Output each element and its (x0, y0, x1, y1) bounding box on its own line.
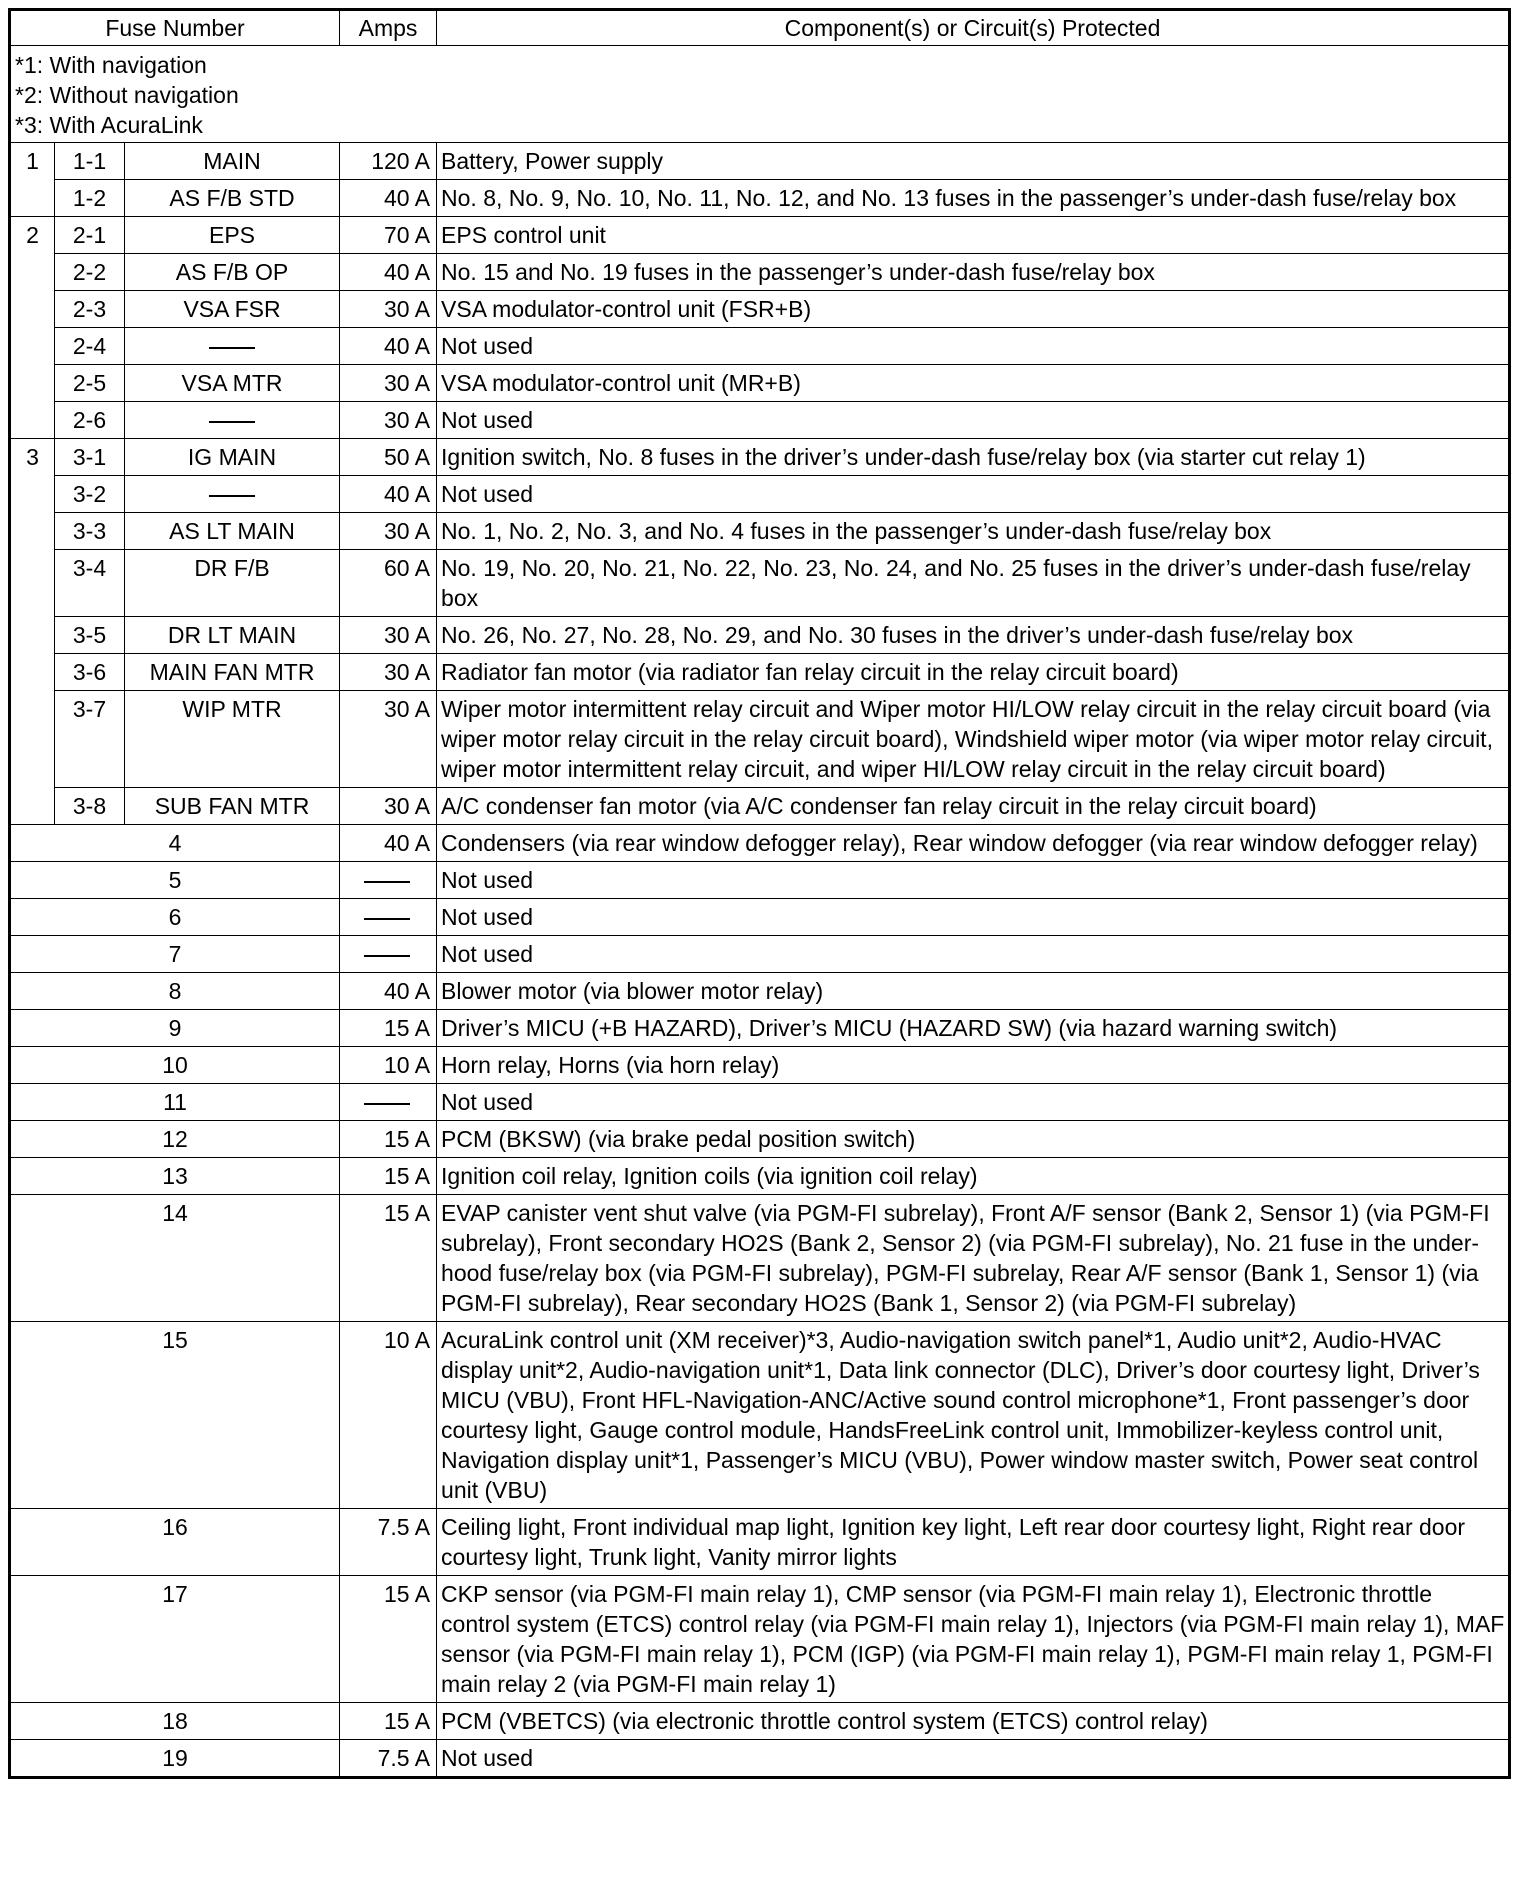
fuse-number: 12 (10, 1121, 340, 1158)
fuse-sub-number: 2-1 (55, 217, 125, 254)
table-row (10, 365, 1510, 402)
fuse-number: 9 (10, 1010, 340, 1047)
fuse-description: Battery, Power supply (437, 143, 1510, 180)
fuse-amps: 40 A (340, 476, 437, 513)
fuse-name: VSA MTR (125, 365, 340, 402)
fuse-name: EPS (125, 217, 340, 254)
table-row (10, 217, 1510, 254)
table-row (10, 1740, 1510, 1778)
fuse-name: AS F/B OP (125, 254, 340, 291)
fuse-amps: 10 A (340, 1322, 437, 1509)
fuse-number: 8 (10, 973, 340, 1010)
table-row (10, 1322, 1510, 1509)
fuse-number: 15 (10, 1322, 340, 1509)
header-component: Component(s) or Circuit(s) Protected (437, 10, 1510, 46)
fuse-description: Not used (437, 402, 1510, 439)
fuse-amps: 15 A (340, 1121, 437, 1158)
table-row (10, 1195, 1510, 1322)
fuse-number: 11 (10, 1084, 340, 1121)
table-row (10, 825, 1510, 862)
fuse-description: No. 1, No. 2, No. 3, and No. 4 fuses in the passenger’s under-dash fuse/relay box (437, 513, 1510, 550)
fuse-name: MAIN (125, 143, 340, 180)
fuse-description: EPS control unit (437, 217, 1510, 254)
fuse-amps: 15 A (340, 1576, 437, 1703)
fuse-description: Not used (437, 936, 1510, 973)
fuse-number: 7 (10, 936, 340, 973)
table-row (10, 513, 1510, 550)
fuse-amps: 120 A (340, 143, 437, 180)
fuse-number: 6 (10, 899, 340, 936)
fuse-sub-number: 2-6 (55, 402, 125, 439)
fuse-amps: 30 A (340, 788, 437, 825)
fuse-name: WIP MTR (125, 691, 340, 788)
table-row (10, 862, 1510, 899)
fuse-amps: 10 A (340, 1047, 437, 1084)
fuse-amps: 30 A (340, 291, 437, 328)
fuse-group-number: 1 (10, 143, 55, 217)
fuse-sub-number: 1-1 (55, 143, 125, 180)
table-row (10, 788, 1510, 825)
fuse-amps: 60 A (340, 550, 437, 617)
table-row (10, 143, 1510, 180)
fuse-amps: 40 A (340, 328, 437, 365)
fuse-sub-number: 3-8 (55, 788, 125, 825)
table-row (10, 1509, 1510, 1576)
fuse-description: Condensers (via rear window defogger relay), Rear window defogger (via rear window defogger relay) (437, 825, 1510, 862)
fuse-amps (340, 1084, 437, 1121)
fuse-name: IG MAIN (125, 439, 340, 476)
fuse-name: AS F/B STD (125, 180, 340, 217)
fuse-amps: 30 A (340, 691, 437, 788)
table-row (10, 291, 1510, 328)
fuse-description: EVAP canister vent shut valve (via PGM-FI subrelay), Front A/F sensor (Bank 2, Sensor 1) (via PGM-FI subrelay), Front secondary HO2S (Bank 2, Sensor 2) (via PGM-FI subrelay), No. 21 fuse in the under-hood fuse/relay box (via PGM-FI subrelay), PGM-FI subrelay, Rear A/F sensor (Bank 1, Sensor 1) (via PGM-FI subrelay), Rear secondary HO2S (Bank 1, Sensor 2) (via PGM-FI subrelay) (437, 1195, 1510, 1322)
header-fuse-number: Fuse Number (10, 10, 340, 46)
table-row (10, 973, 1510, 1010)
fuse-description: Horn relay, Horns (via horn relay) (437, 1047, 1510, 1084)
fuse-amps (340, 899, 437, 936)
fuse-name: DR LT MAIN (125, 617, 340, 654)
fuse-amps: 7.5 A (340, 1740, 437, 1778)
table-row (10, 1703, 1510, 1740)
table-row (10, 936, 1510, 973)
fuse-amps: 40 A (340, 180, 437, 217)
fuse-description: VSA modulator-control unit (FSR+B) (437, 291, 1510, 328)
notes-row (10, 46, 1510, 143)
fuse-description: Not used (437, 1740, 1510, 1778)
fuse-sub-number: 3-1 (55, 439, 125, 476)
fuse-sub-number: 3-4 (55, 550, 125, 617)
fuse-group-number: 3 (10, 439, 55, 825)
fuse-name (125, 328, 340, 365)
fuse-name: DR F/B (125, 550, 340, 617)
table-row (10, 550, 1510, 617)
fuse-description: No. 8, No. 9, No. 10, No. 11, No. 12, and No. 13 fuses in the passenger’s under-dash fuse/relay box (437, 180, 1510, 217)
fuse-description: Driver’s MICU (+B HAZARD), Driver’s MICU (HAZARD SW) (via hazard warning switch) (437, 1010, 1510, 1047)
fuse-sub-number: 3-7 (55, 691, 125, 788)
fuse-amps (340, 862, 437, 899)
fuse-sub-number: 3-2 (55, 476, 125, 513)
table-row (10, 1158, 1510, 1195)
fuse-description: Not used (437, 328, 1510, 365)
fuse-description: Blower motor (via blower motor relay) (437, 973, 1510, 1010)
fuse-sub-number: 2-4 (55, 328, 125, 365)
fuse-amps: 70 A (340, 217, 437, 254)
fuse-description: AcuraLink control unit (XM receiver)*3, Audio-navigation switch panel*1, Audio unit*2, Audio-HVAC display unit*2, Audio-navigation unit*1, Data link connector (DLC), Driver’s door courtesy light, Driver’s MICU (VBU), Front HFL-Navigation-ANC/Active sound control microphone*1, Front passenger’s door courtesy light, Gauge control module, HandsFreeLink control unit, Immobilizer-keyless control unit, Navigation display unit*1, Passenger’s MICU (VBU), Power window master switch, Power seat control unit (VBU) (437, 1322, 1510, 1509)
fuse-sub-number: 1-2 (55, 180, 125, 217)
fuse-number: 14 (10, 1195, 340, 1322)
fuse-description: PCM (VBETCS) (via electronic throttle control system (ETCS) control relay) (437, 1703, 1510, 1740)
notes-cell (10, 46, 1510, 143)
fuse-amps: 30 A (340, 617, 437, 654)
fuse-group-number: 2 (10, 217, 55, 439)
table-row (10, 1121, 1510, 1158)
fuse-amps: 40 A (340, 825, 437, 862)
fuse-description: A/C condenser fan motor (via A/C condenser fan relay circuit in the relay circuit board) (437, 788, 1510, 825)
note-acuralink: *3: With AcuraLink (15, 112, 203, 138)
fuse-amps: 30 A (340, 365, 437, 402)
table-header (10, 10, 1510, 46)
fuse-name (125, 402, 340, 439)
fuse-sub-number: 2-3 (55, 291, 125, 328)
table-row (10, 617, 1510, 654)
table-row (10, 476, 1510, 513)
table-row (10, 439, 1510, 476)
fuse-description: Not used (437, 862, 1510, 899)
table-row (10, 899, 1510, 936)
fuse-description: Not used (437, 899, 1510, 936)
fuse-name: MAIN FAN MTR (125, 654, 340, 691)
fuse-description: Ignition switch, No. 8 fuses in the driver’s under-dash fuse/relay box (via starter cut relay 1) (437, 439, 1510, 476)
fuse-description: Not used (437, 1084, 1510, 1121)
fuse-amps: 30 A (340, 654, 437, 691)
fuse-name-dash (209, 495, 255, 497)
table-row (10, 1010, 1510, 1047)
amps-dash (364, 1103, 410, 1105)
note-navigation: *1: With navigation (15, 52, 207, 78)
table-row (10, 691, 1510, 788)
fuse-number: 5 (10, 862, 340, 899)
fuse-sub-number: 2-5 (55, 365, 125, 402)
header-amps: Amps (340, 10, 437, 46)
fuse-amps: 15 A (340, 1703, 437, 1740)
fuse-description: PCM (BKSW) (via brake pedal position switch) (437, 1121, 1510, 1158)
table-body (10, 46, 1510, 1778)
amps-dash (364, 918, 410, 920)
fuse-amps: 30 A (340, 402, 437, 439)
fuse-amps: 15 A (340, 1158, 437, 1195)
fuse-description: Ceiling light, Front individual map light, Ignition key light, Left rear door courtesy light, Right rear door courtesy light, Trunk light, Vanity mirror lights (437, 1509, 1510, 1576)
fuse-amps: 40 A (340, 254, 437, 291)
fuse-name: VSA FSR (125, 291, 340, 328)
fuse-number: 17 (10, 1576, 340, 1703)
fuse-number: 18 (10, 1703, 340, 1740)
fuse-amps: 50 A (340, 439, 437, 476)
fuse-number: 16 (10, 1509, 340, 1576)
fuse-amps (340, 936, 437, 973)
fuse-number: 4 (10, 825, 340, 862)
fuse-number: 10 (10, 1047, 340, 1084)
fuse-name: AS LT MAIN (125, 513, 340, 550)
table-row (10, 180, 1510, 217)
fuse-description: No. 26, No. 27, No. 28, No. 29, and No. 30 fuses in the driver’s under-dash fuse/relay box (437, 617, 1510, 654)
table-row (10, 402, 1510, 439)
fuse-number: 19 (10, 1740, 340, 1778)
fuse-sub-number: 2-2 (55, 254, 125, 291)
fuse-name-dash (209, 421, 255, 423)
fuse-description: No. 15 and No. 19 fuses in the passenger’s under-dash fuse/relay box (437, 254, 1510, 291)
fuse-sub-number: 3-3 (55, 513, 125, 550)
fuse-description: Radiator fan motor (via radiator fan relay circuit in the relay circuit board) (437, 654, 1510, 691)
fuse-name: SUB FAN MTR (125, 788, 340, 825)
fuse-amps: 30 A (340, 513, 437, 550)
fuse-table (8, 8, 1511, 1779)
fuse-amps: 40 A (340, 973, 437, 1010)
fuse-description: No. 19, No. 20, No. 21, No. 22, No. 23, No. 24, and No. 25 fuses in the driver’s under-dash fuse/relay box (437, 550, 1510, 617)
fuse-number: 13 (10, 1158, 340, 1195)
fuse-amps: 15 A (340, 1010, 437, 1047)
fuse-name-dash (209, 347, 255, 349)
table-row (10, 1047, 1510, 1084)
table-row (10, 328, 1510, 365)
table-row (10, 1084, 1510, 1121)
table-row (10, 254, 1510, 291)
fuse-amps: 7.5 A (340, 1509, 437, 1576)
fuse-description: Wiper motor intermittent relay circuit and Wiper motor HI/LOW relay circuit in the relay circuit board (via wiper motor relay circuit in the relay circuit board), Windshield wiper motor (via wiper motor relay circuit, wiper motor intermittent relay circuit, and wiper HI/LOW relay circuit in the relay circuit board) (437, 691, 1510, 788)
fuse-amps: 15 A (340, 1195, 437, 1322)
amps-dash (364, 881, 410, 883)
table-row (10, 1576, 1510, 1703)
fuse-description: VSA modulator-control unit (MR+B) (437, 365, 1510, 402)
note-without-navigation: *2: Without navigation (15, 82, 239, 108)
fuse-description: Ignition coil relay, Ignition coils (via ignition coil relay) (437, 1158, 1510, 1195)
fuse-sub-number: 3-6 (55, 654, 125, 691)
fuse-sub-number: 3-5 (55, 617, 125, 654)
fuse-description: Not used (437, 476, 1510, 513)
table-row (10, 654, 1510, 691)
fuse-name (125, 476, 340, 513)
amps-dash (364, 955, 410, 957)
fuse-description: CKP sensor (via PGM-FI main relay 1), CMP sensor (via PGM-FI main relay 1), Electronic throttle control system (ETCS) control relay (via PGM-FI main relay 1), Injectors (via PGM-FI main relay 1), MAF sensor (via PGM-FI main relay 1), PCM (IGP) (via PGM-FI main relay 1), PGM-FI main relay 1, PGM-FI main relay 2 (via PGM-FI main relay 1) (437, 1576, 1510, 1703)
